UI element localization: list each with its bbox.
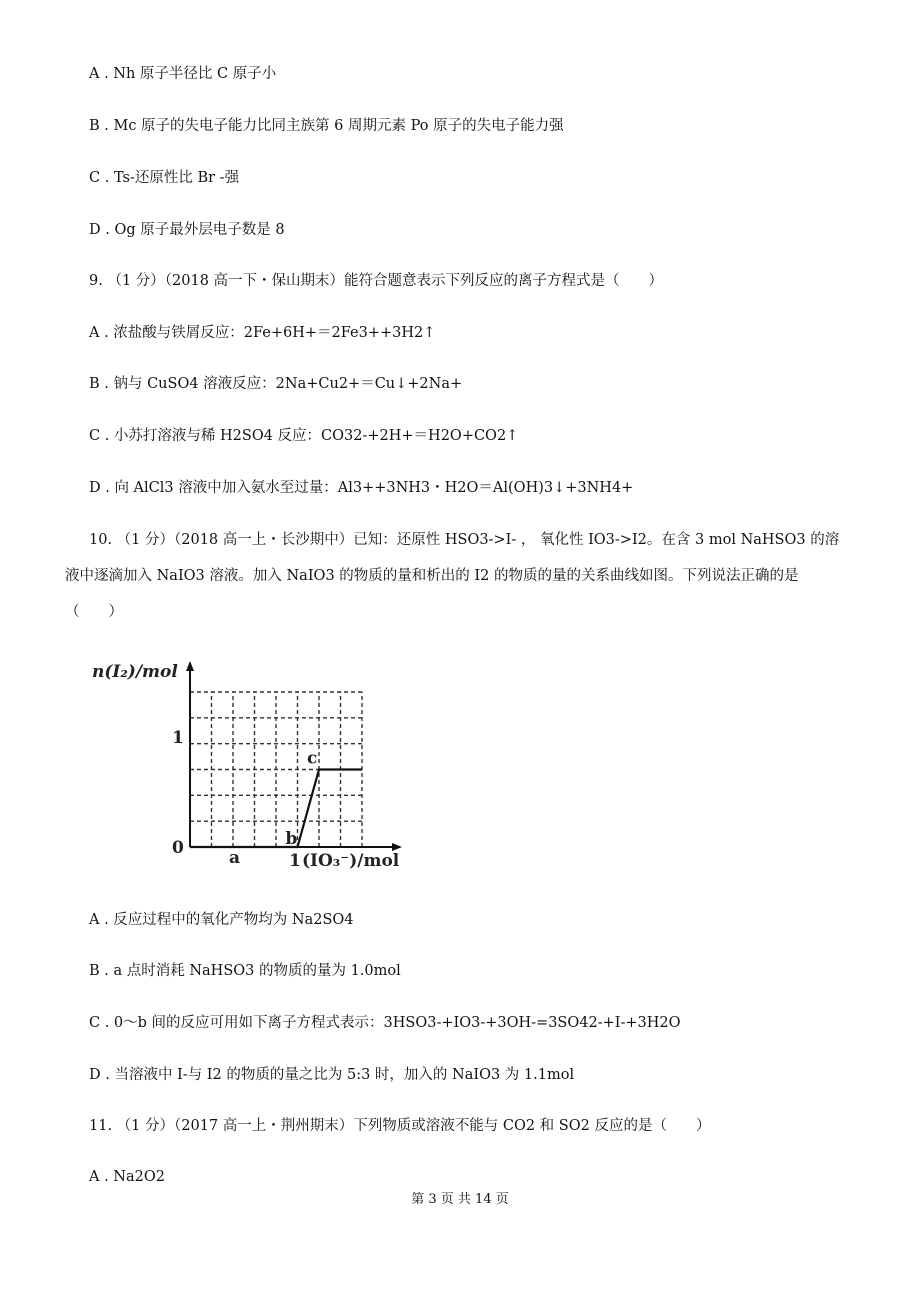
q10-stem-line2: 液中逐滴加入 NaIO3 溶液。加入 NaIO3 的物质的量和析出的 I2 的物质的量的关系曲线如图。下列说法正确的是 <box>65 568 799 584</box>
q9-option-a: A . 浓盐酸与铁屑反应：2Fe+6H+＝2Fe3++3H2↑ <box>89 325 436 341</box>
chart-axes <box>186 661 402 851</box>
q9-option-c: C . 小苏打溶液与稀 H2SO4 反应：CO32-+2H+＝H2O+CO2↑ <box>89 428 519 444</box>
q11-stem: 11. （1 分）（2017 高一上・荆州期末）下列物质或溶液不能与 CO2 和 SO2 反应的是（ ） <box>89 1118 711 1134</box>
q10-stem-line1: 10. （1 分）（2018 高一上・长沙期中）已知：还原性 HSO3->I- ， 氧化性 IO3->I2。在含 3 mol NaHSO3 的溶 <box>89 532 840 548</box>
q10-option-b: B . a 点时消耗 NaHSO3 的物质的量为 1.0mol <box>89 963 401 979</box>
q9-stem: 9. （1 分）（2018 高一下・保山期末）能符合题意表示下列反应的离子方程式是（ ） <box>89 273 664 289</box>
origin-label: 0 <box>172 838 184 858</box>
q8-option-a: A . Nh 原子半径比 C 原子小 <box>89 66 277 82</box>
point-label-a: a <box>229 848 241 868</box>
q11-option-a: A . Na2O2 <box>89 1169 165 1185</box>
point-label-c: c <box>307 748 318 769</box>
page-footer: 第 3 页 共 14 页 <box>411 1192 509 1207</box>
q8-option-d: D . Og 原子最外层电子数是 8 <box>89 222 285 238</box>
q10-option-d: D . 当溶液中 I-与 I2 的物质的量之比为 5:3 时，加入的 NaIO3 为 1.1mol <box>89 1067 575 1083</box>
y-tick-label: 1 <box>172 728 184 748</box>
q9-option-d: D . 向 AlCl3 溶液中加入氨水至过量：Al3++3NH3・H2O＝Al(OH)3↓+3NH4+ <box>89 480 634 496</box>
x-tick-label: 1 <box>289 851 301 871</box>
iodine-chart <box>88 655 418 875</box>
q10-option-c: C . 0～b 间的反应可用如下离子方程式表示：3HSO3-+IO3-+3OH-=3SO42-+I-+3H2O <box>89 1015 681 1031</box>
q10-stem-line3: （ ） <box>65 604 123 620</box>
y-axis-label: n(I₂)/mol <box>92 662 178 682</box>
q8-option-c: C . Ts-还原性比 Br -强 <box>89 170 240 186</box>
x-axis-label: (IO₃⁻)/mol <box>302 851 400 871</box>
q9-option-b: B . 钠与 CuSO4 溶液反应：2Na+Cu2+＝Cu↓+2Na+ <box>89 376 463 392</box>
point-label-b: b <box>285 829 298 849</box>
y-axis-arrow <box>186 661 194 671</box>
q8-option-b: B . Mc 原子的失电子能力比同主族第 6 周期元素 Po 原子的失电子能力强 <box>89 118 564 134</box>
chart-labels <box>92 662 400 871</box>
q10-option-a: A . 反应过程中的氧化产物均为 Na2SO4 <box>89 912 354 928</box>
x-axis-arrow <box>392 843 402 851</box>
